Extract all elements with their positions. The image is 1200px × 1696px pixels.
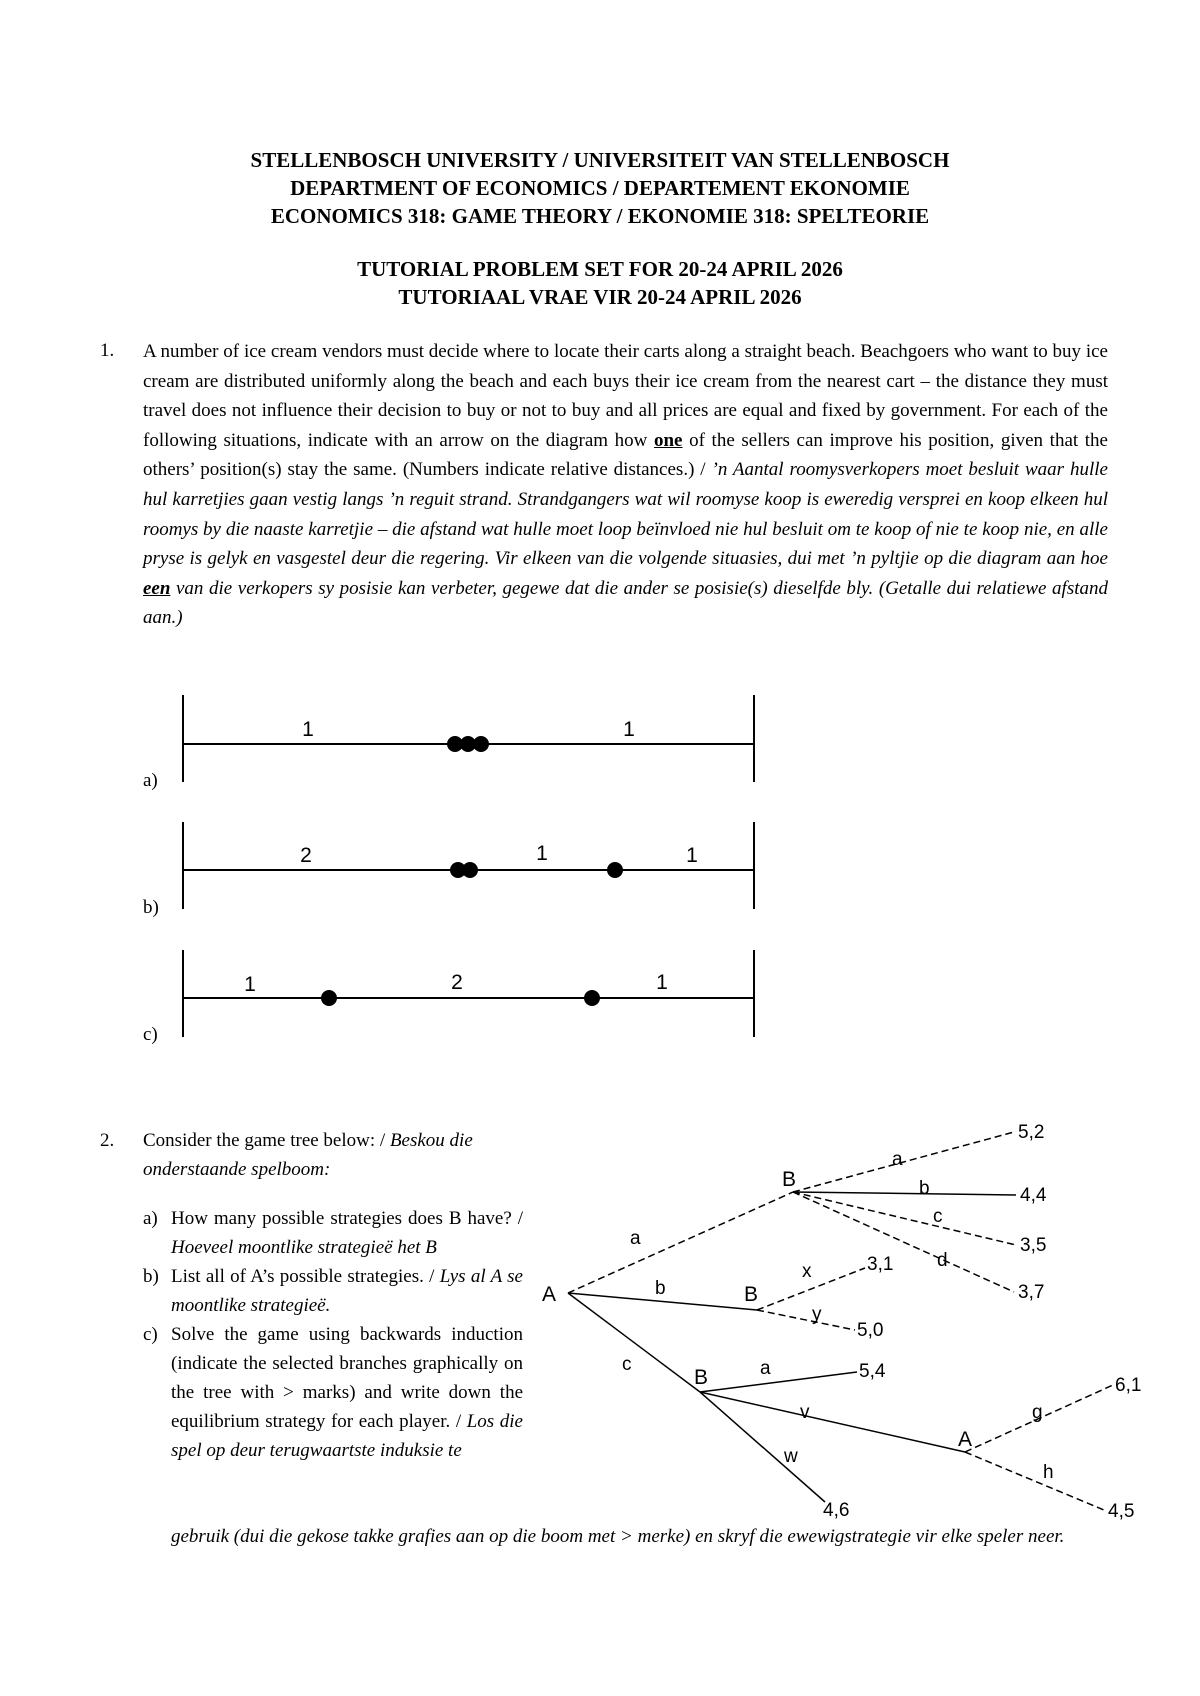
payoff-label: 5,0 [857,1320,884,1341]
payoff-label: 3,5 [1020,1235,1047,1256]
q2-item-af: Hoeveel moontlike strategieë het B [171,1237,437,1258]
tree-branch [700,1372,857,1392]
q2-item-label: b) [143,1266,159,1287]
q1-text-en-1: A number of ice cream vendors must decide where to locate their carts along a straight beach. Beachgoers who want to buy ice cream are distributed uniformly along the beach and each buys their ice cream from the nearest cart – the distance they must travel does not influence their decision to buy or not to buy and all prices are equal and fixed by government. For each of the following situations, indicate with an arrow on the diagram how [143,341,1108,451]
tree-branch-label: a [892,1149,903,1170]
distance-label: 2 [300,844,312,867]
department-title: DEPARTMENT OF ECONOMICS / DEPARTEMENT EKONOMIE [290,176,910,200]
tutorial-title-en: TUTORIAL PROBLEM SET FOR 20-24 APRIL 2026 [357,257,843,281]
tree-branch-label: a [760,1358,771,1379]
payoff-label: 3,7 [1018,1282,1045,1303]
tree-node-label: B [782,1168,797,1191]
q2-item-label: c) [143,1324,158,1345]
tree-branch [568,1293,700,1392]
course-title: ECONOMICS 318: GAME THEORY / EKONOMIE 318: SPELTEORIE [270,204,930,228]
tree-branch-label: c [622,1354,632,1375]
tree-branch-label: w [784,1446,798,1467]
q2-item-af: Los die spel op deur terugwaartste induksie te [171,1411,523,1461]
tree-branch-label: b [655,1278,666,1299]
tree-branch-label: d [937,1250,948,1271]
q2-item-en: How many possible strategies does B have? / [171,1208,523,1229]
tree-branch [700,1392,965,1452]
tree-node-label: B [694,1366,709,1389]
university-title: STELLENBOSCH UNIVERSITY / UNIVERSITEIT VAN STELLENBOSCH [250,148,950,172]
tree-branch [793,1192,1016,1195]
distance-label: 1 [302,718,314,741]
tree-branch-label: y [812,1304,822,1325]
distance-label: 1 [656,971,668,994]
payoff-label: 5,4 [859,1361,886,1382]
tree-branch [757,1310,855,1330]
tree-branch-label: x [802,1261,812,1282]
tree-branch [568,1192,793,1293]
q2-item-en: Solve the game using backwards induction (indicate the selected branches graphically on the tree with > marks) and write down the equilibrium strategy for each player. / [171,1324,523,1432]
tree-branch-label: b [919,1178,930,1199]
tree-branch-label: v [800,1402,810,1423]
tree-node-label: A [958,1428,973,1451]
distance-label: 1 [244,973,256,996]
diagram-b-label: b) [143,897,159,918]
tree-branch-label: a [630,1228,641,1249]
q2-item-c-continuation: gebruik (dui die gekose takke grafies aan op die boom met > merke) en skryf die ewewigstrategie vir elke speler neer. [171,1526,1065,1547]
tree-branch-label: g [1032,1402,1043,1423]
tree-branch [793,1132,1014,1192]
diagram-c-label: c) [143,1024,158,1045]
q1-number: 1. [100,340,115,361]
distance-label: 2 [451,971,463,994]
distance-label: 1 [623,718,635,741]
q1-emph-een: een [143,577,171,599]
payoff-label: 4,5 [1108,1501,1135,1522]
diagram-a-label: a) [143,770,158,791]
payoff-label: 4,4 [1020,1185,1047,1206]
q1-text-af-1: ’n Aantal roomysverkopers moet besluit waar hulle hul karretjies gaan vestig langs ’n reguit strand. Strandgangers wat wil roomyse koop is eweredig versprei en koop elkeen hul roomys by die naaste karretjie – die afstand wat hulle moet loop beïnvloed nie hul besluit om te koop of nie te koop nie, en alle pryse is gelyk en vasgestel deur die regering. Vir elkeen van die volgende situasies, dui met ’n pyltjie op die diagram aan hoe [143,459,1108,570]
tree-branch-label: c [933,1206,943,1227]
distance-label: 1 [686,844,698,867]
tree-node-label: B [744,1283,759,1306]
tree-node-label: A [542,1283,557,1306]
q1-text-en-2: of the sellers can improve his position, given that the others’ position(s) stay the same. (Numbers indicate relative distances.) / [143,429,1108,481]
tree-branch [793,1192,1014,1292]
q2-item-af: Lys al A se moontlike strategieë. [171,1266,523,1316]
q2-item-label: a) [143,1208,158,1229]
payoff-label: 5,2 [1018,1122,1045,1143]
q1-emph-one: one [653,429,683,451]
tree-branch [965,1452,1104,1510]
q2-number: 2. [100,1130,115,1151]
payoff-label: 3,1 [867,1254,894,1275]
distance-label: 1 [536,842,548,865]
tree-branch [793,1192,1016,1245]
tutorial-title-af: TUTORIAAL VRAE VIR 20-24 APRIL 2026 [398,285,802,309]
payoff-label: 6,1 [1115,1375,1142,1396]
payoff-label: 4,6 [823,1500,850,1521]
q1-text-af-2: van die verkopers sy posisie kan verbeter, gegewe dat die ander se posisie(s) dieselfde bly. (Getalle dui relatiewe afstand aan.) [143,577,1108,629]
tree-branch-label: h [1043,1462,1054,1483]
q2-item-en: List all of A’s possible strategies. / [171,1266,440,1287]
q2-intro-en: Consider the game tree below: / [143,1130,390,1151]
q2-intro-af: Beskou die onderstaande spelboom: [143,1130,473,1180]
